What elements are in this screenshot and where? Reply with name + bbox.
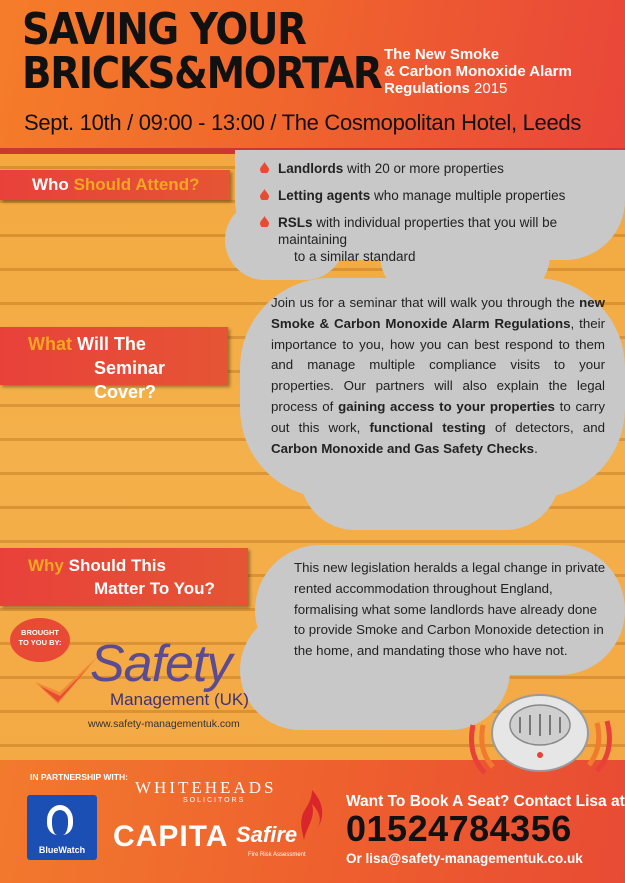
item-text: who manage multiple properties — [370, 188, 566, 203]
title-line-1: SAVING YOUR — [22, 4, 306, 55]
header — [0, 0, 625, 148]
badge-line: TO YOU BY: — [18, 638, 62, 647]
list-item — [258, 187, 618, 204]
subtitle-line-1: The New Smoke — [384, 46, 500, 63]
subtitle-year: 2015 — [474, 80, 508, 97]
heading-word: Who — [32, 175, 69, 194]
text-bold: functional testing — [369, 419, 486, 435]
text-run: Join us for a seminar that will walk you through the — [271, 295, 580, 310]
text-run: , their importance to you, how you can best respond to them and manage multiple compliance visits to your properties. Our partners will also explain the legal process of — [271, 315, 605, 414]
bluewatch-logo — [27, 795, 97, 860]
list-item — [258, 214, 618, 265]
event-venue: The Cosmopolitan Hotel, Leeds — [281, 110, 582, 135]
text-run: . — [534, 440, 538, 456]
separator: / — [270, 110, 277, 135]
flame-bullet-icon — [260, 216, 269, 227]
text-bold: Carbon Monoxide and Gas Safety Checks — [271, 440, 535, 456]
why-matter-heading — [0, 548, 248, 606]
subtitle-line-3 — [384, 80, 572, 97]
safire-subtitle: Fire Risk Assessment — [248, 852, 306, 858]
subtitle-regulations: Regulations — [384, 80, 470, 97]
badge-line: BROUGHT — [21, 628, 59, 637]
email-contact[interactable]: Or lisa@safety-managementuk.co.uk — [346, 851, 583, 866]
partners-heading: IN PARTNERSHIP WITH: — [30, 772, 128, 782]
capita-logo: CAPITA — [113, 820, 229, 853]
main-title — [22, 4, 382, 99]
attendee-list — [258, 160, 618, 275]
item-bold: Landlords — [278, 161, 344, 176]
bluewatch-ring-icon — [47, 805, 73, 835]
separator: / — [127, 110, 133, 135]
text-bold: gaining access to your properties — [338, 398, 555, 414]
heading-word: Should This — [68, 556, 166, 575]
text-run: to carry out this work, — [271, 398, 606, 435]
heading-word: Will The — [77, 334, 146, 354]
seminar-description — [271, 293, 605, 459]
item-continuation: to a similar standard — [294, 249, 416, 264]
subtitle — [384, 46, 572, 97]
logo-subtitle: Management (UK) — [110, 690, 249, 709]
safety-management-logo — [30, 635, 250, 740]
bluewatch-label: BlueWatch — [38, 845, 86, 855]
heading-highlight: Should Attend? — [73, 175, 200, 194]
whiteheads-subtitle: SOLICITORS — [183, 797, 246, 804]
item-bold: Letting agents — [278, 188, 371, 203]
item-bold: RSLs — [278, 215, 313, 230]
logo-wordmark: Safety — [90, 635, 232, 693]
text-run: of detectors, and — [485, 419, 606, 435]
flame-bullet-icon — [260, 189, 269, 200]
seminar-cover-heading — [0, 327, 228, 402]
whiteheads-logo: WHITEHEADS — [135, 778, 277, 797]
smoke-detector-icon — [465, 685, 615, 780]
heading-line-2: Matter To You? — [94, 579, 215, 598]
title-line-2: BRICKS&MORTAR — [22, 48, 382, 99]
event-date: Sept. 10th — [24, 110, 122, 135]
item-text: with 20 or more properties — [343, 161, 504, 176]
flame-bullet-icon — [260, 162, 269, 173]
heading-highlight: What — [28, 334, 72, 354]
safire-logo: Safire — [236, 822, 298, 847]
who-should-attend-heading — [0, 170, 230, 200]
phone-number[interactable]: 01524784356 — [346, 808, 572, 849]
item-text: with individual properties that you will be maintaining — [278, 215, 558, 247]
booking-call-to-action: Want To Book A Seat? Contact Lisa at — [346, 793, 625, 810]
list-item — [258, 160, 618, 177]
heading-line-2: Seminar Cover? — [94, 358, 166, 402]
event-time: 09:00 - 13:00 — [138, 110, 265, 135]
text-bold: new Smoke & Carbon Monoxide Alarm Regulations — [271, 295, 605, 331]
website-url[interactable]: www.safety-managementuk.com — [88, 718, 240, 730]
safire-flame-icon — [296, 790, 328, 850]
event-details — [24, 110, 581, 136]
subtitle-line-2: & Carbon Monoxide Alarm — [384, 63, 572, 80]
heading-highlight: Why — [28, 556, 64, 575]
why-matter-text: This new legislation heralds a legal change in private rented accommodation throughout England, formalising what some landlords have already done to provide Smoke and Carbon Monoxide detection in the home, and mandating those who have not. — [294, 560, 606, 659]
